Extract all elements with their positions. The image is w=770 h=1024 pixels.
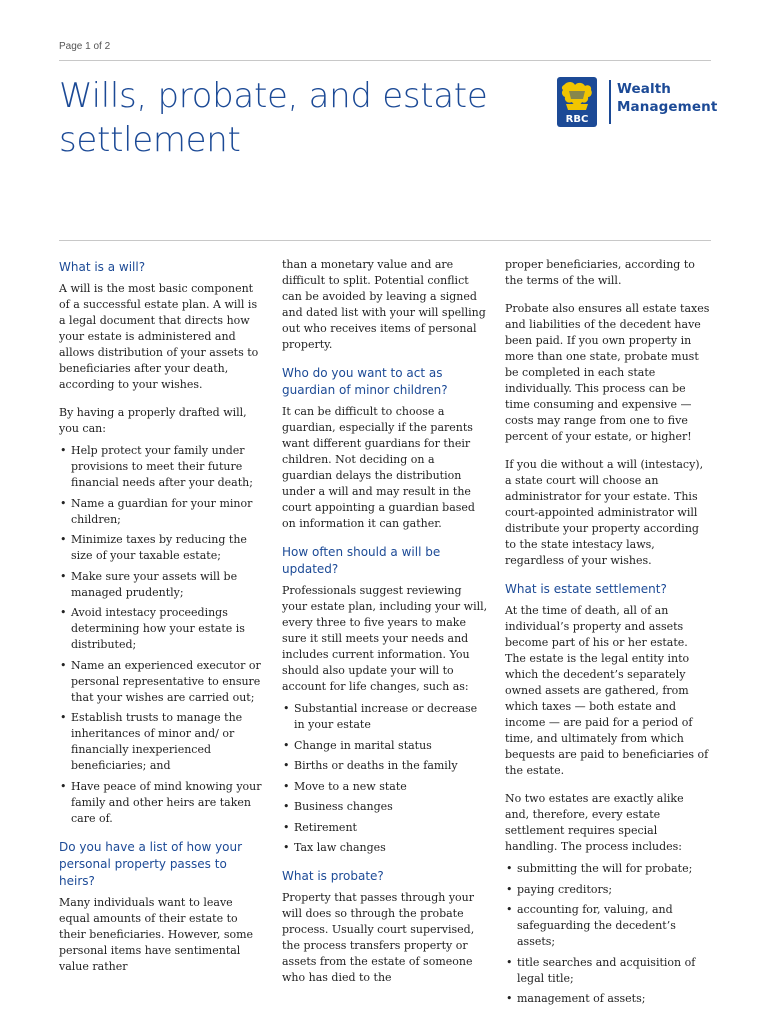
list-item: • Make sure your assets will be managed prudently;: [59, 569, 265, 601]
heading-personal-property-list: Do you have a list of how your personal property passes to heirs?: [59, 839, 243, 888]
paragraph-personal-property: Many individuals want to leave equal amounts of their estate to their beneficiaries. However, some personal items have sentimental value rather: [59, 895, 254, 973]
heading-what-is-a-will: What is a will?: [59, 260, 146, 274]
list-item: • Substantial increase or decrease in your estate: [282, 701, 488, 733]
logo-divider: [609, 80, 611, 124]
list-item: • accounting for, valuing, and safeguarding the decedent’s assets;: [505, 902, 711, 950]
life-changes-list: [282, 701, 488, 856]
list-item: • Have peace of mind knowing your family and other heirs are taken care of.: [59, 779, 265, 827]
list-item: • Business changes: [282, 799, 488, 815]
rbc-lion-shield-icon: [557, 77, 597, 127]
section-divider: [59, 240, 711, 241]
title-line-1: Wills, probate, and estate: [59, 76, 488, 116]
page-title: [59, 74, 499, 162]
logo-wordmark: [617, 80, 717, 116]
list-item: • Name a guardian for your minor children;: [59, 496, 265, 528]
list-item: • submitting the will for probate;: [505, 861, 711, 877]
list-item: • Establish trusts to manage the inheritances of minor and/ or financially inexperienced beneficiaries; and: [59, 710, 265, 774]
rbc-wordmark: RBC: [565, 114, 589, 125]
paragraph-will-definition: A will is the most basic component of a successful estate plan. A will is a legal document that directs how your estate is administered and allows distribution of your assets to beneficiaries after your death, according to your wishes.: [59, 282, 259, 391]
list-item: • Change in marital status: [282, 738, 488, 754]
paragraph-intestacy: If you die without a will (intestacy), a state court will choose an administrator for your estate. This court-appointed administrator will distribute your property according to the state intestacy laws, regardless of your wishes.: [505, 458, 704, 567]
heading-probate: What is probate?: [282, 869, 384, 883]
list-item: • management of assets;: [505, 991, 711, 1007]
paragraph-personal-property-cont: than a monetary value and are difficult to split. Potential conflict can be avoided by leaving a signed and dated list with your will spelling out who receives items of personal property.: [282, 258, 486, 351]
paragraph-probate-cont: proper beneficiaries, according to the terms of the will.: [505, 258, 695, 287]
heading-update-will: How often should a will be updated?: [282, 545, 441, 576]
list-item: • paying creditors;: [505, 882, 711, 898]
heading-estate-settlement: What is estate settlement?: [505, 582, 667, 596]
paragraph-probate: Property that passes through your will does so through the probate process. Usually court supervised, the process transfers property or assets from the estate of someone who has died to the: [282, 891, 475, 984]
list-item: • Minimize taxes by reducing the size of your taxable estate;: [59, 532, 265, 564]
paragraph-settlement-process: No two estates are exactly alike and, therefore, every estate settlement requires special handling. The process includes:: [505, 792, 684, 853]
top-divider: [59, 60, 711, 61]
list-item: • Avoid intestacy proceedings determining how your estate is distributed;: [59, 605, 265, 653]
heading-guardian: Who do you want to act as guardian of minor children?: [282, 366, 448, 397]
column-1: [59, 257, 265, 987]
rbc-wealth-management-logo: [557, 77, 717, 129]
list-item: • title searches and acquisition of legal title;: [505, 955, 711, 987]
list-item: • Tax law changes: [282, 840, 488, 856]
paragraph-probate-taxes: Probate also ensures all estate taxes and liabilities of the decedent have been paid. If you own property in more than one state, probate must be completed in each state individually. This process can be time consuming and expensive — costs may range from one to five percent of your estate, or higher!: [505, 302, 710, 443]
logo-line-1: Wealth: [617, 81, 671, 97]
list-item: • Name an experienced executor or personal representative to ensure that your wishes are carried out;: [59, 658, 265, 706]
list-item: • Retirement: [282, 820, 488, 836]
paragraph-estate-settlement: At the time of death, all of an individual’s property and assets become part of his or her estate. The estate is the legal entity into which the decedent’s separately owned assets are gathered, from which taxes — both estate and income — are paid for a period of time, and ultimately from which bequests are paid to beneficiaries of the estate.: [505, 604, 709, 777]
paragraph-will-intro: By having a properly drafted will, you can:: [59, 406, 247, 435]
logo-line-2: Management: [617, 99, 718, 115]
list-item: • Help protect your family under provisions to meet their future financial needs after your death;: [59, 443, 265, 491]
page-number: Page 1 of 2: [59, 41, 111, 52]
column-2: [282, 257, 488, 998]
list-item: • Births or deaths in the family: [282, 758, 488, 774]
title-line-2: settlement: [59, 120, 241, 160]
settlement-steps-list: [505, 861, 711, 1007]
paragraph-guardian: It can be difficult to choose a guardian, especially if the parents want different guardians for their children. Not deciding on a guardian delays the distribution under a will and may result in the court appointing a guardian based on information it can gather.: [282, 405, 475, 530]
paragraph-update-will: Professionals suggest reviewing your estate plan, including your will, every three to five years to make sure it still meets your needs and includes current information. You should also update your will to account for life changes, such as:: [282, 584, 488, 693]
list-item: • Move to a new state: [282, 779, 488, 795]
column-3: [505, 257, 711, 1019]
will-benefits-list: [59, 443, 265, 827]
